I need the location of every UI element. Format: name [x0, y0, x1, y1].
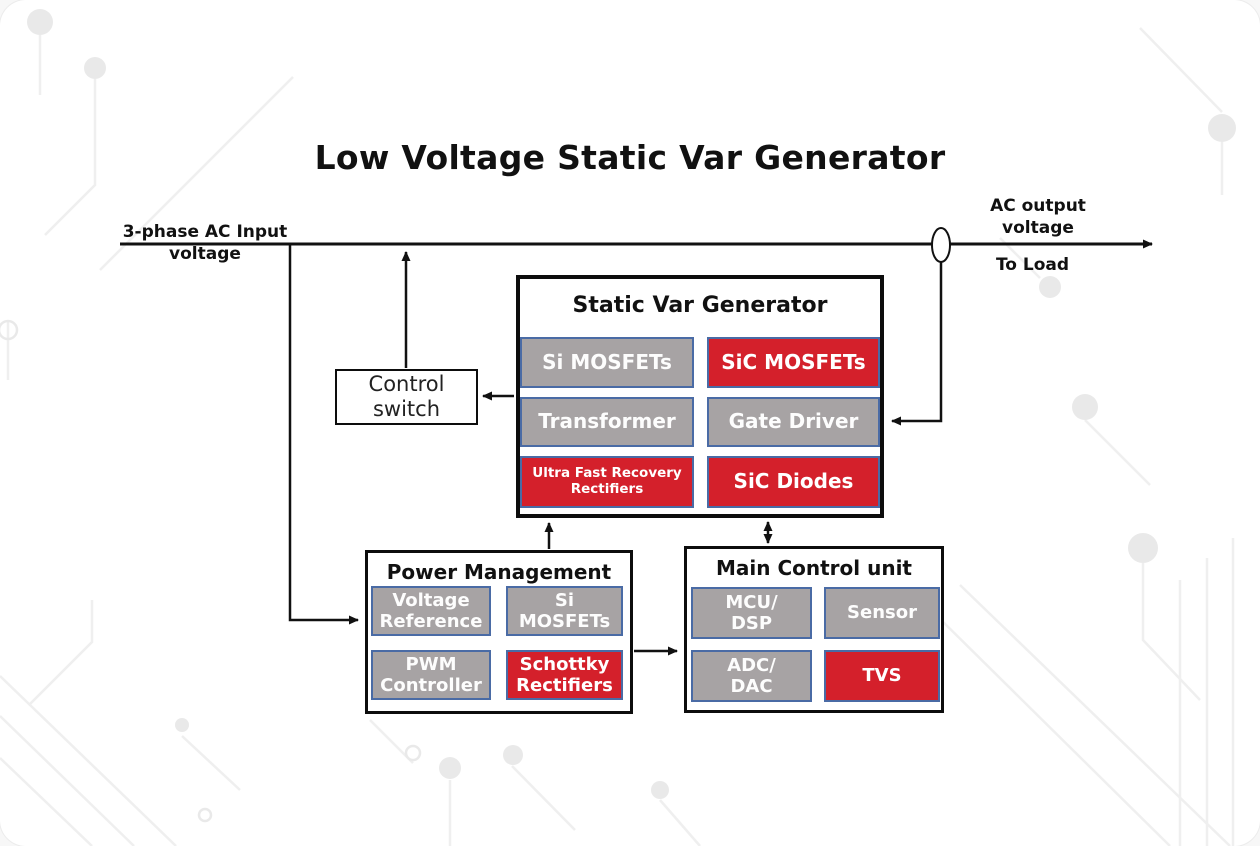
control-switch-box	[335, 369, 478, 425]
block-gate-driver: Gate Driver	[707, 397, 880, 447]
static-var-generator-box	[516, 275, 884, 518]
wire-sensor-to-gate-driver	[892, 262, 941, 421]
block-adc-dac: ADC/ DAC	[691, 650, 812, 702]
block-sic-diodes: SiC Diodes	[707, 456, 880, 508]
block-transformer: Transformer	[520, 397, 694, 447]
static-var-generator-title: Static Var Generator	[572, 293, 828, 318]
ac-input-label: 3-phase AC Input voltage	[122, 222, 288, 264]
main-control-unit-box	[684, 546, 944, 713]
block-tvs: TVS	[824, 650, 940, 702]
control-switch-label: switch	[372, 397, 441, 421]
block-schottky-rectifiers: Schottky Rectifiers	[506, 650, 623, 700]
block-sic-mosfets: SiC MOSFETs	[707, 337, 880, 388]
block-mcu-dsp: MCU/ DSP	[691, 587, 812, 639]
block-pwm-controller: PWM Controller	[371, 650, 491, 700]
block-si-mosfets-pm: Si MOSFETs	[506, 586, 623, 636]
to-load-label: To Load	[995, 255, 1070, 275]
current-sensor-symbol	[932, 228, 950, 262]
control-switch-label: Control	[368, 372, 445, 396]
main-control-unit-title: Main Control unit	[716, 556, 912, 580]
power-management-title: Power Management	[386, 560, 612, 584]
ac-output-label: AC output voltage	[990, 196, 1086, 238]
block-si-mosfets: Si MOSFETs	[520, 337, 694, 388]
block-voltage-reference: Voltage Reference	[371, 586, 491, 636]
page-title: Low Voltage Static Var Generator	[314, 138, 946, 177]
block-sensor: Sensor	[824, 587, 940, 639]
power-management-box	[365, 550, 633, 714]
block-ultra-fast-recovery-rectifiers: Ultra Fast Recovery Rectifiers	[520, 456, 694, 508]
wire-line-to-power-management	[290, 244, 358, 620]
